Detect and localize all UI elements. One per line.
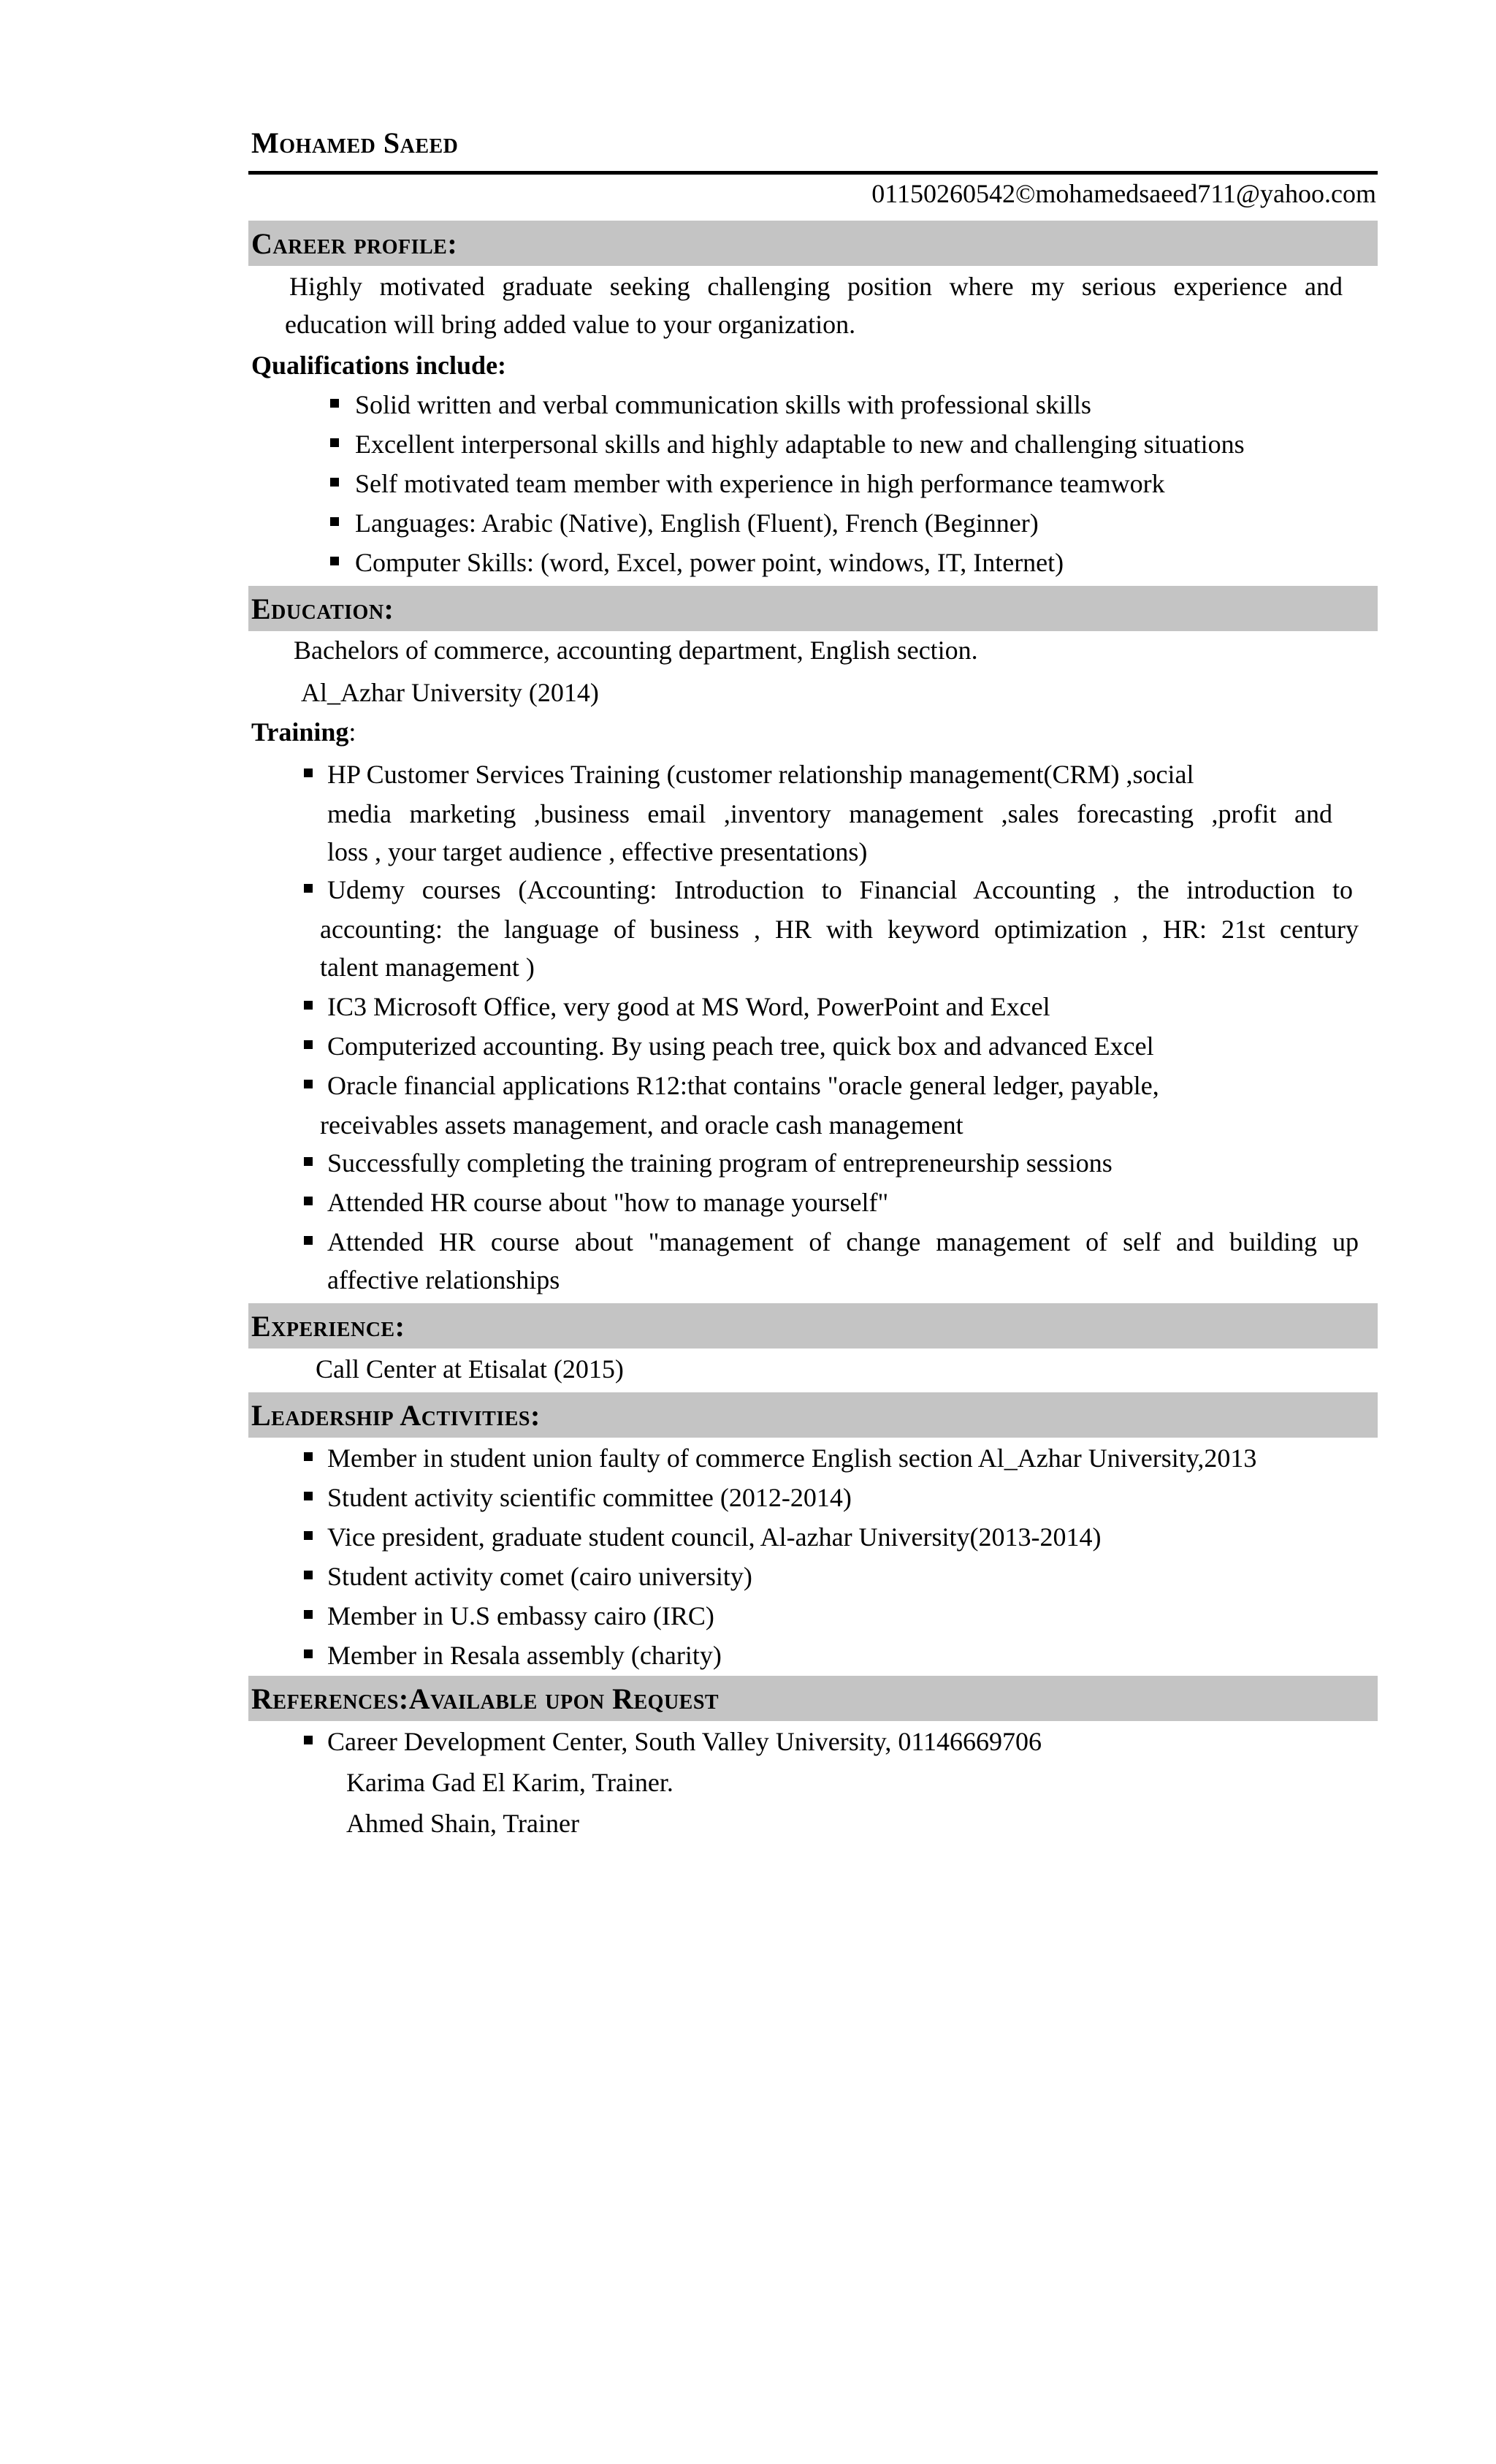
career-summary-line: education will bring added value to your organization. xyxy=(285,310,856,339)
bullet-icon xyxy=(330,478,339,487)
section-education: Education: xyxy=(248,586,1378,631)
career-summary-line: Highly motivated graduate seeking challenging position where my serious experience and xyxy=(289,272,1343,301)
education-degree: Bachelors of commerce, accounting department, English section. xyxy=(294,636,978,665)
bullet-icon xyxy=(304,1649,313,1658)
training-item: Udemy courses (Accounting: Introduction to Financial Accounting , the introduction to xyxy=(327,875,1353,904)
leadership-item: Member in Resala assembly (charity) xyxy=(327,1641,722,1670)
training-item: HP Customer Services Training (customer relationship management(CRM) ,social xyxy=(327,760,1194,789)
leadership-item: Vice president, graduate student council, Al-azhar University(2013-2014) xyxy=(327,1522,1102,1552)
candidate-name: Mohamed Saeed xyxy=(251,126,459,159)
bullet-icon xyxy=(304,1040,313,1049)
bullet-icon xyxy=(304,1001,313,1010)
training-item: IC3 Microsoft Office, very good at MS Word, PowerPoint and Excel xyxy=(327,992,1050,1021)
leadership-item: Student activity scientific committee (2012-2014) xyxy=(327,1483,852,1512)
training-item: Successfully completing the training program of entrepreneurship sessions xyxy=(327,1148,1113,1178)
bullet-icon xyxy=(304,1736,313,1744)
training-heading-label: Training xyxy=(251,717,349,747)
bullet-icon xyxy=(330,557,339,565)
training-item: loss , your target audience , effective presentations) xyxy=(327,837,868,866)
training-heading xyxy=(251,719,356,745)
bullet-icon xyxy=(330,517,339,526)
bullet-icon xyxy=(330,438,339,447)
section-experience: Experience: xyxy=(248,1303,1378,1349)
qualification-item: Self motivated team member with experience in high performance teamwork xyxy=(355,469,1165,498)
experience-item: Call Center at Etisalat (2015) xyxy=(316,1354,624,1384)
bullet-icon xyxy=(330,399,339,408)
header-rule xyxy=(248,171,1378,175)
training-item: talent management ) xyxy=(320,953,535,982)
training-item: media marketing ,business email ,inventory management ,sales forecasting ,profit and xyxy=(327,799,1332,828)
training-item: accounting: the language of business , HR with keyword optimization , HR: 21st century xyxy=(320,915,1359,944)
section-leadership-activities: Leadership Activities: xyxy=(248,1392,1378,1438)
reference-contact: Karima Gad El Karim, Trainer. xyxy=(346,1768,673,1797)
reference-contact: Ahmed Shain, Trainer xyxy=(346,1809,579,1838)
bullet-icon xyxy=(304,1492,313,1500)
leadership-item: Member in U.S embassy cairo (IRC) xyxy=(327,1601,714,1630)
bullet-icon xyxy=(304,768,313,777)
qualification-item: Excellent interpersonal skills and highly adaptable to new and challenging situations xyxy=(355,430,1245,459)
education-university: Al_Azhar University (2014) xyxy=(301,678,599,707)
section-career-profile: Career profile: xyxy=(248,221,1378,266)
bullet-icon xyxy=(304,1610,313,1619)
qualification-item: Computer Skills: (word, Excel, power point, windows, IT, Internet) xyxy=(355,548,1064,577)
bullet-icon xyxy=(304,1197,313,1205)
bullet-icon xyxy=(304,884,313,893)
bullet-icon xyxy=(304,1531,313,1540)
training-item: Attended HR course about "management of change management of self and building up xyxy=(327,1227,1359,1256)
bullet-icon xyxy=(304,1236,313,1245)
leadership-item: Member in student union faulty of commerce English section Al_Azhar University,2013 xyxy=(327,1443,1257,1473)
training-item: affective relationships xyxy=(327,1265,560,1294)
qualifications-heading: Qualifications include: xyxy=(251,351,507,380)
training-item: Computerized accounting. By using peach tree, quick box and advanced Excel xyxy=(327,1031,1154,1061)
reference-item: Career Development Center, South Valley University, 01146669706 xyxy=(327,1727,1042,1756)
bullet-icon xyxy=(304,1571,313,1579)
qualification-item: Solid written and verbal communication skills with professional skills xyxy=(355,390,1091,419)
training-heading-colon: : xyxy=(348,717,356,747)
qualification-item: Languages: Arabic (Native), English (Fluent), French (Beginner) xyxy=(355,508,1039,538)
contact-line: 01150260542©mohamedsaeed711@yahoo.com xyxy=(871,179,1376,208)
training-item: Attended HR course about "how to manage yourself" xyxy=(327,1188,889,1217)
section-references: References:Available upon Request xyxy=(248,1676,1378,1721)
leadership-item: Student activity comet (cairo university) xyxy=(327,1562,752,1591)
training-item: receivables assets management, and oracle cash management xyxy=(320,1110,963,1140)
bullet-icon xyxy=(304,1157,313,1166)
bullet-icon xyxy=(304,1080,313,1088)
training-item: Oracle financial applications R12:that contains "oracle general ledger, payable, xyxy=(327,1071,1159,1100)
bullet-icon xyxy=(304,1452,313,1461)
